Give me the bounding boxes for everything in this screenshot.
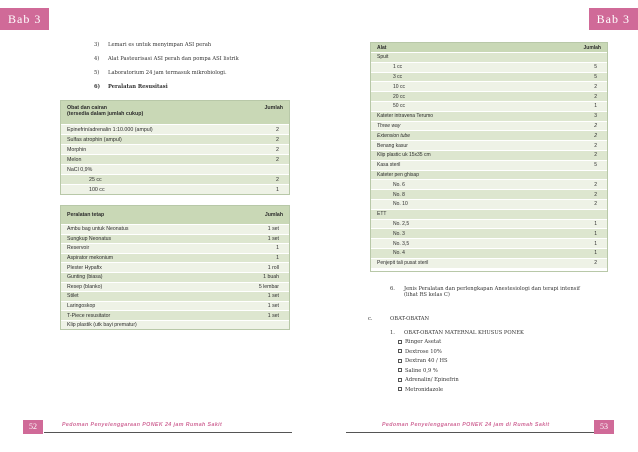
table-row: Klip plastic uk 15x35 cm 2 <box>371 151 607 161</box>
list-item <box>94 84 294 90</box>
table-row: Plester Hypafix 1 roll <box>61 263 289 273</box>
checkbox-icon <box>398 349 402 353</box>
list-item: Dextrose 10% <box>398 349 598 359</box>
chapter-tab-left: Bab 3 <box>0 8 49 30</box>
subsection-title: OBAT-OBATAN MATERNAL KHUSUS PONEK <box>404 330 524 336</box>
table-row: No. 4 1 <box>371 249 607 259</box>
table-row: Ambu bag untuk Neonatus 1 set <box>61 225 289 235</box>
header-cell-qty: Jumlah <box>264 105 283 111</box>
table-row: Sungkup Neonatus 1 set <box>61 235 289 245</box>
table-row: No. 3,5 1 <box>371 239 607 249</box>
table-row: Reservoir 1 <box>61 244 289 254</box>
item-num: 6. <box>390 286 395 292</box>
table-row: 20 cc 2 <box>371 92 607 102</box>
table-drugs-fluids <box>60 100 290 195</box>
list-item <box>94 42 294 48</box>
subsection-1 <box>390 330 620 336</box>
table-header <box>61 206 289 225</box>
list-item <box>94 70 294 76</box>
table-row: No. 2,5 1 <box>371 220 607 230</box>
header-cell-name: Alat <box>377 44 387 51</box>
table-tools <box>370 42 608 272</box>
table-row: 3 cc 5 <box>371 73 607 83</box>
table-header <box>371 43 607 53</box>
list-item: Metronidazole <box>398 387 598 397</box>
list-item: Ringer Asetat <box>398 339 598 349</box>
checkbox-icon <box>398 359 402 363</box>
table-row: Three way 2 <box>371 122 607 132</box>
list-text: Alat Pasteurisasi ASI perah dan pompa ASI listrik <box>108 56 239 62</box>
header-cell-qty: Jumlah <box>583 44 601 51</box>
list-item: Adrenalin/ Epinefrin <box>398 377 598 387</box>
chapter-tab-right: Bab 3 <box>589 8 638 30</box>
list-num: 5) <box>94 70 100 76</box>
table-row: Gunting (biasa) 1 buah <box>61 273 289 283</box>
table-row: Sulfas atrophin (ampul) 2 <box>61 135 289 145</box>
table-row: Laringoskop 1 set <box>61 302 289 312</box>
header-cell-name: Obat dan cairan (tersedia dalam jumlah cukup) <box>67 105 144 117</box>
checkbox-icon <box>398 387 402 391</box>
table-header <box>61 101 289 125</box>
list-item: Saline 0,9 % <box>398 368 598 378</box>
section-letter: c. <box>368 316 373 322</box>
list-num: 3) <box>94 42 100 48</box>
table-row: Aspirator mekonium 1 <box>61 254 289 264</box>
subsection-num: 1. <box>390 330 395 336</box>
table-row: No. 3 1 <box>371 229 607 239</box>
checkbox-icon <box>398 368 402 372</box>
table-row: No. 10 2 <box>371 200 607 210</box>
table-row: Morphin 2 <box>61 145 289 155</box>
table-row: Melon 2 <box>61 155 289 165</box>
table-row: No. 8 2 <box>371 190 607 200</box>
section-c <box>368 316 568 322</box>
table-row: 1 cc 5 <box>371 63 607 73</box>
table-row: NaCl 0,9% <box>61 165 289 175</box>
footer-title-left: Pedoman Penyelenggaraan PONEK 24 jam Rumah Sakit <box>62 422 223 428</box>
table-row: T-Piece resusitator 1 set <box>61 311 289 321</box>
table-row: Kateter pen ghisap <box>371 171 607 181</box>
table-row: 100 cc 1 <box>61 185 289 195</box>
footer-divider-right <box>346 432 594 433</box>
footer-divider-left <box>44 432 292 433</box>
list-text: Laboratorium 24 jam termasuk mikrobiologi. <box>108 70 227 76</box>
table-row: ETT <box>371 210 607 220</box>
table-row: Klip plastik (utk bayi prematur) <box>61 321 289 330</box>
table-row: Epinefrin/adrenalin 1:10.000 (ampul) 2 <box>61 125 289 135</box>
list-num: 4) <box>94 56 100 62</box>
table-row: Benang kasur 2 <box>371 141 607 151</box>
table-row: No. 6 2 <box>371 180 607 190</box>
page-number-left: 52 <box>23 420 43 434</box>
list-num: 6) <box>94 84 101 90</box>
list-text: Lemari es untuk menyimpan ASI perah <box>108 42 212 48</box>
header-cell-name: Peralatan tetap <box>67 212 105 218</box>
item-6 <box>390 286 620 298</box>
table-row: Resep (blanko) 5 lembar <box>61 283 289 293</box>
table-row: Stilet 1 set <box>61 292 289 302</box>
drug-list <box>398 339 598 396</box>
header-cell-qty: Jumlah <box>264 212 283 218</box>
table-row: 10 cc 2 <box>371 82 607 92</box>
table-row: Penjepit tali pusat steril 2 <box>371 259 607 269</box>
list-item <box>94 56 294 62</box>
checkbox-icon <box>398 340 402 344</box>
page-number-right: 53 <box>594 420 614 434</box>
footer-title-right: Pedoman Penyelenggaraan PONEK 24 jam di Rumah Sakit <box>382 422 550 428</box>
table-row: 50 cc 1 <box>371 102 607 112</box>
table-row: Kateter intravena Terumo 3 <box>371 112 607 122</box>
table-row: Kasa steril 5 <box>371 161 607 171</box>
section-title: OBAT-OBATAN <box>390 316 430 322</box>
list-text: Peralatan Resusitasi <box>108 84 168 90</box>
table-fixed-equipment <box>60 205 290 330</box>
table-row: Extension tube 2 <box>371 131 607 141</box>
item-text-2: (lihat RS kelas C) <box>404 292 450 298</box>
left-list <box>94 42 294 90</box>
checkbox-icon <box>398 378 402 382</box>
item-text: Jenis Peralatan dan perlengkapan Anestesiologi dan terapi intensif <box>404 286 580 292</box>
list-item: Dextran 40 / HS <box>398 358 598 368</box>
table-row: 25 cc 2 <box>61 175 289 185</box>
table-row: Spuit <box>371 53 607 63</box>
